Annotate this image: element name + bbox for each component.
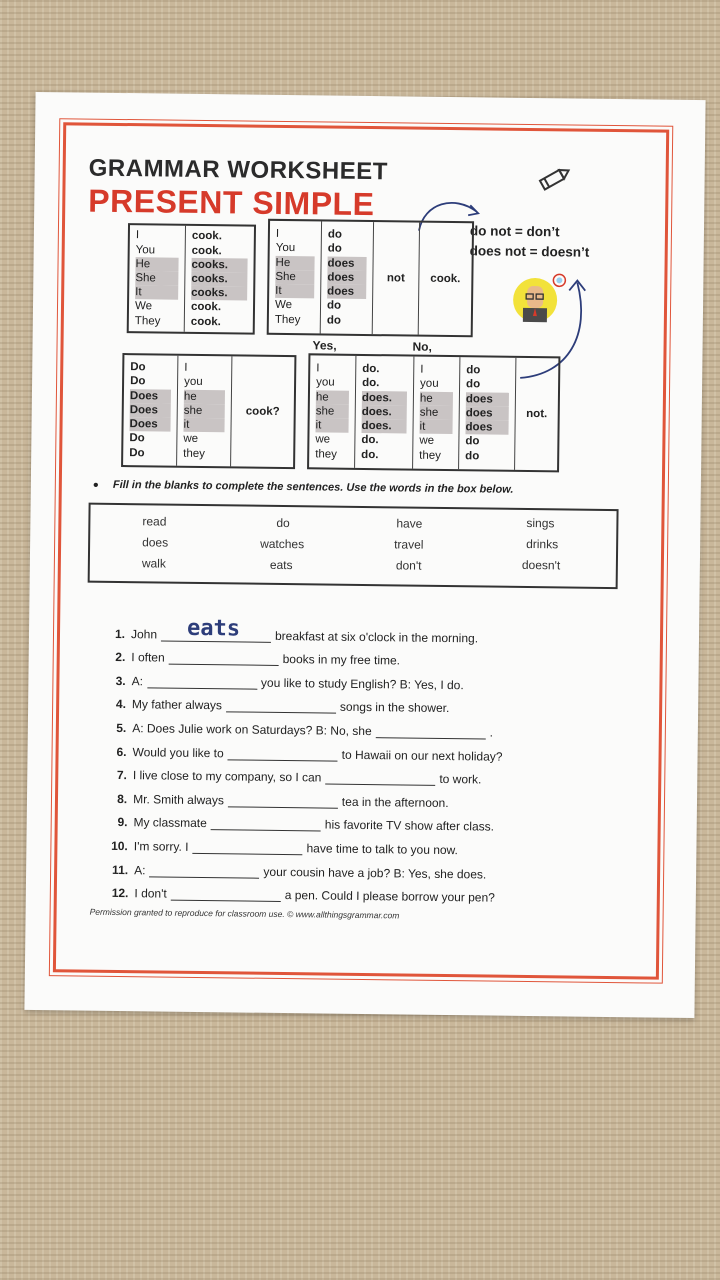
- word-dont: don't: [395, 558, 422, 573]
- cell: Does: [129, 417, 170, 432]
- yes-aux-column: [355, 356, 414, 469]
- worksheet-subtitle: PRESENT SIMPLE: [88, 182, 375, 223]
- cell: they: [419, 449, 442, 462]
- handwritten-answer: eats: [186, 615, 241, 642]
- word-do: do: [276, 515, 290, 531]
- affirmative-subject-column: [129, 225, 186, 332]
- cell: they: [183, 447, 206, 460]
- word-travel: travel: [394, 537, 424, 552]
- affirmative-verb-column: [185, 226, 254, 333]
- word-eats: eats: [269, 557, 293, 573]
- cell: Do: [130, 361, 146, 374]
- short-not-column: [515, 358, 558, 471]
- cell: cooks.: [191, 272, 247, 287]
- cell: it: [419, 420, 452, 435]
- answer-blank[interactable]: [325, 771, 435, 786]
- answer-blank[interactable]: [376, 724, 486, 739]
- cell: we: [419, 434, 435, 448]
- word-box: [88, 503, 619, 589]
- cell: cook.: [190, 301, 222, 314]
- cell: do: [327, 228, 343, 241]
- cell: does: [327, 285, 366, 300]
- cell: Do: [129, 446, 145, 459]
- sentence-number: 11.: [112, 862, 129, 877]
- cell: he: [184, 389, 225, 404]
- cell: Does: [130, 403, 171, 418]
- sentence-number: 12.: [111, 886, 129, 901]
- cell: does: [466, 392, 509, 407]
- cell: does: [327, 256, 366, 271]
- cell: does.: [362, 391, 407, 406]
- yes-label: Yes,: [312, 338, 337, 353]
- answer-blank[interactable]: [147, 674, 257, 689]
- cell: he: [316, 390, 349, 405]
- cell: it: [183, 418, 224, 433]
- sentence-number: 10.: [111, 838, 128, 854]
- contraction-does-not: does not = doesn’t: [469, 243, 590, 260]
- cell: I: [316, 362, 320, 375]
- cell: do: [465, 449, 480, 462]
- word-drinks: drinks: [526, 536, 559, 552]
- negative-subject-column: [269, 221, 322, 334]
- cell: He: [135, 257, 178, 272]
- sentence-text-before: A: Does Julie work on Saturdays? B: No, she: [132, 721, 372, 739]
- cell: does.: [362, 405, 407, 420]
- sentence-text-before: A:: [131, 673, 144, 689]
- pencil-icon: [534, 158, 574, 198]
- cell: She: [275, 270, 314, 285]
- cell: do: [466, 378, 481, 391]
- answer-blank[interactable]: [192, 840, 302, 855]
- word-sings: sings: [526, 515, 555, 531]
- sentence-text-after: to Hawaii on our next holiday?: [341, 747, 503, 764]
- no-subject-column: [413, 357, 460, 470]
- cell: do.: [362, 377, 380, 390]
- sentence-text-before: My father always: [131, 697, 223, 713]
- cell: do: [465, 435, 480, 448]
- sentence-text-before: Mr. Smith always: [133, 791, 224, 808]
- cell: does.: [361, 419, 406, 434]
- cell: do.: [362, 363, 380, 376]
- affirmative-table: [127, 223, 256, 335]
- sentence-text-before: A:: [134, 862, 146, 877]
- sentence-text-before: I don't: [134, 886, 167, 901]
- word-walk: walk: [141, 556, 166, 571]
- sentence-text-before: My classmate: [133, 815, 207, 831]
- cell: not.: [526, 407, 548, 421]
- cell: cooks.: [191, 258, 247, 273]
- sentence-text-before: I live close to my company, so I can: [132, 768, 322, 785]
- cell: we: [183, 433, 199, 446]
- answer-blank[interactable]: [149, 863, 259, 878]
- worksheet-paper: [24, 92, 705, 1018]
- answer-blank[interactable]: [228, 746, 338, 761]
- no-aux-column: [459, 357, 516, 470]
- copyright-footer: Permission granted to reproduce for classroom use. © www.allthingsgrammar.com: [89, 906, 400, 921]
- sentence-text-before: I'm sorry. I: [133, 839, 189, 854]
- cell: She: [135, 271, 178, 286]
- cell: do.: [361, 434, 379, 447]
- cell: cooks.: [191, 286, 247, 301]
- question-table: [121, 353, 296, 469]
- cell: we: [315, 433, 331, 446]
- sentence-list: [100, 617, 603, 906]
- cell: it: [315, 418, 348, 433]
- sentence-text-after: breakfast at six o'clock in the morning.: [274, 628, 479, 645]
- word-read: read: [142, 514, 167, 529]
- sentence-number: 3.: [115, 673, 126, 688]
- sentence-text-after: to work.: [439, 772, 482, 787]
- contraction-do-not: do not = don’t: [469, 223, 560, 240]
- sentence-number: 4.: [115, 697, 127, 712]
- sentence-number: 1.: [114, 626, 126, 641]
- sentence-number: 6.: [116, 744, 127, 759]
- question-subject-column: [177, 356, 232, 467]
- word-have: have: [396, 516, 423, 531]
- cell: You: [135, 243, 156, 256]
- word-watches: watches: [260, 536, 305, 552]
- cell: cook.: [430, 272, 461, 286]
- worksheet-title: GRAMMAR WORKSHEET: [88, 154, 389, 186]
- cell: does: [327, 270, 366, 285]
- question-verb-column: [231, 356, 294, 467]
- sentence-number: 5.: [116, 720, 127, 736]
- cell: It: [275, 284, 314, 299]
- answer-blank[interactable]: [161, 615, 271, 642]
- cell: do: [326, 314, 342, 327]
- cell: do: [327, 243, 342, 256]
- cell: He: [275, 256, 314, 271]
- sentence-number: 9.: [117, 815, 128, 830]
- sentence-text-after: .: [489, 725, 494, 740]
- cell: you: [420, 378, 439, 391]
- sentence-text-after: books in my free time.: [282, 652, 401, 668]
- cell: you: [184, 376, 203, 389]
- cell: not: [386, 272, 405, 285]
- cell: cook.: [190, 315, 221, 328]
- cell: cook.: [191, 230, 223, 243]
- cell: It: [135, 285, 178, 300]
- negative-aux-column: [321, 221, 374, 334]
- sentence-text-after: his favorite TV show after class.: [324, 817, 495, 834]
- sentence-text-after: a pen. Could I please borrow your pen?: [284, 888, 495, 905]
- cell: I: [135, 229, 140, 242]
- yes-subject-column: [309, 355, 356, 468]
- cell: do.: [361, 448, 379, 461]
- cell: They: [274, 313, 301, 326]
- no-label: No,: [412, 339, 432, 354]
- instructions: ● Fill in the blanks to complete the sentences. Use the words in the box below.: [93, 479, 514, 496]
- sentence-text-after: you like to study English? B: Yes, I do.: [260, 675, 464, 692]
- sentence-number: 8.: [117, 791, 128, 806]
- cell: Does: [130, 389, 171, 404]
- cell: you: [316, 376, 335, 390]
- answer-blank[interactable]: [171, 887, 281, 902]
- word-does: does: [142, 535, 169, 550]
- cell: does: [466, 406, 509, 421]
- sentence-text-after: have time to talk to you now.: [306, 841, 459, 858]
- cell: I: [184, 362, 188, 375]
- sentence-number: 7.: [116, 768, 127, 783]
- cell: I: [420, 363, 424, 376]
- short-answers-table: [307, 353, 560, 472]
- negative-table: [267, 219, 474, 338]
- answer-blank[interactable]: [226, 699, 336, 714]
- cell: You: [275, 242, 296, 255]
- cell: he: [420, 391, 453, 406]
- cell: does: [465, 420, 508, 435]
- cell: do: [326, 299, 342, 312]
- word-doesnt: doesn't: [521, 557, 561, 573]
- sentence-text-after: your cousin have a job? B: Yes, she does.: [263, 864, 487, 882]
- cell: Do: [129, 432, 145, 445]
- sentence-text-before: Would you like to: [132, 744, 224, 760]
- answer-blank[interactable]: [228, 793, 338, 808]
- cell: she: [420, 406, 453, 421]
- cell: cook?: [245, 405, 280, 418]
- cell: she: [316, 404, 349, 419]
- cell: We: [274, 299, 293, 312]
- answer-blank[interactable]: [169, 651, 279, 666]
- sentence-text-after: tea in the afternoon.: [341, 794, 449, 810]
- cell: do: [466, 364, 481, 377]
- cell: We: [134, 300, 153, 313]
- cell: I: [275, 228, 280, 241]
- sentence-text-after: songs in the shower.: [339, 700, 450, 716]
- cell: she: [184, 404, 225, 419]
- answer-blank[interactable]: [211, 816, 321, 831]
- cell: They: [134, 314, 161, 327]
- negative-not-column: [373, 222, 420, 335]
- sentence-text-before: I often: [131, 650, 165, 665]
- cell: cook.: [191, 244, 222, 257]
- cell: Do: [130, 375, 146, 388]
- cell: they: [315, 447, 338, 461]
- negative-verb-column: [419, 223, 472, 336]
- sentence-text-before: John: [130, 626, 158, 642]
- question-aux-column: [123, 355, 178, 466]
- sentence-number: 2.: [115, 650, 126, 665]
